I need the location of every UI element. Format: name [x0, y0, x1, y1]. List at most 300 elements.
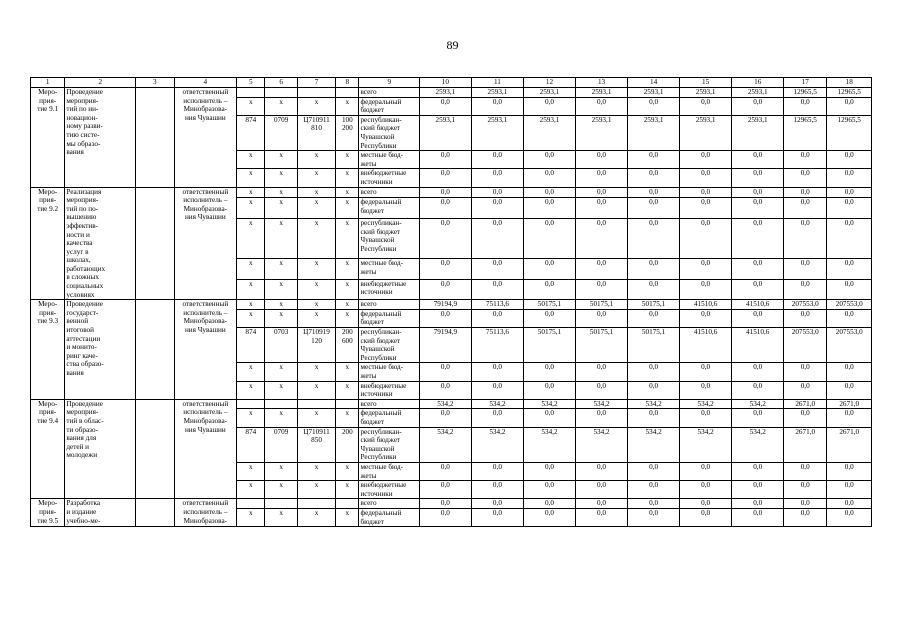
- amount-cell: 207553,0: [783, 328, 826, 363]
- amount-cell: 0,0: [628, 409, 680, 427]
- amount-cell: 0,0: [524, 481, 576, 499]
- event-code: Меро- прия- тие 9.4: [31, 399, 65, 499]
- amount-cell: 0,0: [679, 381, 732, 399]
- empty-cell: [136, 300, 174, 400]
- amount-cell: 0,0: [732, 169, 784, 187]
- amount-cell: 0,0: [628, 198, 680, 219]
- classification-code: x: [265, 481, 297, 499]
- amount-cell: 0,0: [628, 309, 680, 327]
- amount-cell: 0,0: [679, 409, 732, 427]
- classification-code: x: [336, 363, 359, 381]
- amount-cell: 0,0: [420, 151, 472, 169]
- classification-code: x: [336, 481, 359, 499]
- classification-code: x: [336, 409, 359, 427]
- empty-cell: [136, 88, 174, 188]
- column-number: 12: [524, 78, 576, 88]
- classification-code: [336, 499, 359, 509]
- amount-cell: 0,0: [420, 218, 472, 258]
- amount-cell: 0,0: [783, 218, 826, 258]
- amount-cell: 0,0: [783, 363, 826, 381]
- amount-cell: 534,2: [471, 399, 524, 409]
- column-number: 9: [359, 78, 420, 88]
- amount-cell: 2671,0: [783, 427, 826, 462]
- amount-cell: 0,0: [783, 279, 826, 300]
- amount-cell: 0,0: [524, 151, 576, 169]
- classification-code: x: [336, 259, 359, 280]
- amount-cell: 0,0: [628, 218, 680, 258]
- amount-cell: 79194,9: [420, 328, 472, 363]
- amount-cell: 0,0: [783, 481, 826, 499]
- amount-cell: 534,2: [679, 427, 732, 462]
- amount-cell: 534,2: [628, 399, 680, 409]
- classification-code: x: [265, 462, 297, 480]
- classification-code: x: [237, 279, 265, 300]
- amount-cell: 0,0: [524, 409, 576, 427]
- amount-cell: 41510,6: [679, 300, 732, 310]
- column-number: 10: [420, 78, 472, 88]
- amount-cell: 0,0: [827, 151, 872, 169]
- funding-source: местные бюд- жеты: [359, 462, 420, 480]
- amount-cell: 0,0: [524, 381, 576, 399]
- amount-cell: 0,0: [575, 481, 628, 499]
- amount-cell: 0,0: [679, 259, 732, 280]
- classification-code: x: [297, 363, 335, 381]
- funding-source: местные бюд- жеты: [359, 363, 420, 381]
- amount-cell: 0,0: [420, 481, 472, 499]
- event-name: Проведение государст- венной итоговой аттестации и монито- ринг каче- ства образо- вания: [65, 300, 136, 400]
- funding-source: федеральный бюджет: [359, 508, 420, 526]
- classification-code: x: [265, 279, 297, 300]
- classification-code: x: [265, 363, 297, 381]
- classification-code: x: [265, 151, 297, 169]
- amount-cell: 0,0: [783, 309, 826, 327]
- classification-code: x: [336, 218, 359, 258]
- amount-cell: 0,0: [471, 187, 524, 198]
- amount-cell: 0,0: [628, 363, 680, 381]
- classification-code: x: [265, 169, 297, 187]
- amount-cell: 0,0: [827, 363, 872, 381]
- amount-cell: 0,0: [628, 279, 680, 300]
- amount-cell: 0,0: [679, 462, 732, 480]
- amount-cell: 0,0: [628, 462, 680, 480]
- amount-cell: 0,0: [524, 218, 576, 258]
- classification-code: x: [265, 218, 297, 258]
- amount-cell: 0,0: [471, 381, 524, 399]
- funding-source: внебюджетные источники: [359, 279, 420, 300]
- amount-cell: 2593,1: [420, 115, 472, 150]
- amount-cell: 0,0: [471, 309, 524, 327]
- amount-cell: 0,0: [471, 508, 524, 526]
- amount-cell: 0,0: [732, 151, 784, 169]
- classification-code: x: [237, 151, 265, 169]
- amount-cell: 0,0: [827, 279, 872, 300]
- amount-cell: 0,0: [827, 97, 872, 115]
- amount-cell: 534,2: [628, 427, 680, 462]
- classification-code: x: [297, 481, 335, 499]
- classification-code: [237, 88, 265, 98]
- classification-code: x: [265, 97, 297, 115]
- amount-cell: 0,0: [471, 462, 524, 480]
- classification-code: x: [297, 97, 335, 115]
- amount-cell: 0,0: [420, 381, 472, 399]
- amount-cell: 0,0: [783, 169, 826, 187]
- classification-code: x: [336, 198, 359, 219]
- amount-cell: 0,0: [827, 259, 872, 280]
- column-number: 6: [265, 78, 297, 88]
- funding-source: всего: [359, 300, 420, 310]
- amount-cell: 2671,0: [827, 427, 872, 462]
- classification-code: 100 200: [336, 115, 359, 150]
- classification-code: x: [297, 151, 335, 169]
- amount-cell: 0,0: [575, 381, 628, 399]
- amount-cell: 0,0: [575, 499, 628, 509]
- classification-code: x: [237, 462, 265, 480]
- funding-source: федеральный бюджет: [359, 309, 420, 327]
- classification-code: 874: [237, 115, 265, 150]
- amount-cell: 79194,9: [420, 300, 472, 310]
- amount-cell: 0,0: [783, 508, 826, 526]
- classification-code: x: [237, 409, 265, 427]
- amount-cell: 0,0: [575, 279, 628, 300]
- amount-cell: 2671,0: [827, 399, 872, 409]
- column-number: 16: [732, 78, 784, 88]
- amount-cell: 2593,1: [732, 115, 784, 150]
- amount-cell: 0,0: [575, 508, 628, 526]
- amount-cell: 0,0: [524, 97, 576, 115]
- funding-table: [30, 77, 872, 527]
- amount-cell: 0,0: [628, 381, 680, 399]
- table-row: [31, 88, 872, 98]
- event-code: Меро- прия- тие 9.1: [31, 88, 65, 188]
- amount-cell: 12965,5: [783, 88, 826, 98]
- amount-cell: 0,0: [420, 462, 472, 480]
- classification-code: x: [237, 309, 265, 327]
- amount-cell: 534,2: [575, 427, 628, 462]
- amount-cell: 0,0: [827, 169, 872, 187]
- amount-cell: 0,0: [524, 198, 576, 219]
- amount-cell: 0,0: [471, 279, 524, 300]
- amount-cell: 534,2: [471, 427, 524, 462]
- classification-code: [297, 499, 335, 509]
- amount-cell: 0,0: [827, 187, 872, 198]
- event-name: Разработка и издание учебно-ме-: [65, 499, 136, 527]
- amount-cell: 0,0: [628, 481, 680, 499]
- classification-code: [297, 399, 335, 409]
- column-number: 18: [827, 78, 872, 88]
- classification-code: 874: [237, 328, 265, 363]
- amount-cell: 0,0: [732, 508, 784, 526]
- classification-code: x: [336, 279, 359, 300]
- amount-cell: 0,0: [524, 259, 576, 280]
- responsible-executor: ответственный исполнитель – Минобразова- ния Чувашии: [174, 187, 237, 300]
- amount-cell: 207553,0: [827, 328, 872, 363]
- amount-cell: 0,0: [827, 508, 872, 526]
- amount-cell: 41510,6: [679, 328, 732, 363]
- amount-cell: 534,2: [524, 399, 576, 409]
- amount-cell: 0,0: [732, 218, 784, 258]
- funding-source: республикан- ский бюджет Чувашской Республики: [359, 115, 420, 150]
- amount-cell: 0,0: [679, 481, 732, 499]
- amount-cell: 0,0: [732, 187, 784, 198]
- classification-code: [336, 88, 359, 98]
- amount-cell: 0,0: [420, 363, 472, 381]
- classification-code: x: [297, 169, 335, 187]
- column-number: 14: [628, 78, 680, 88]
- column-number: 3: [136, 78, 174, 88]
- classification-code: x: [237, 481, 265, 499]
- amount-cell: 0,0: [524, 462, 576, 480]
- amount-cell: 0,0: [732, 259, 784, 280]
- amount-cell: 0,0: [732, 499, 784, 509]
- amount-cell: 0,0: [575, 169, 628, 187]
- amount-cell: 0,0: [827, 409, 872, 427]
- classification-code: [265, 88, 297, 98]
- amount-cell: 0,0: [575, 97, 628, 115]
- classification-code: x: [265, 187, 297, 198]
- classification-code: x: [297, 218, 335, 258]
- classification-code: x: [336, 151, 359, 169]
- funding-source: всего: [359, 399, 420, 409]
- page-number: 89: [446, 38, 459, 52]
- amount-cell: 0,0: [471, 259, 524, 280]
- amount-cell: 0,0: [420, 97, 472, 115]
- classification-code: x: [237, 300, 265, 310]
- amount-cell: 0,0: [471, 151, 524, 169]
- classification-code: x: [297, 508, 335, 526]
- amount-cell: 50175,1: [628, 328, 680, 363]
- amount-cell: 75113,6: [471, 328, 524, 363]
- amount-cell: 0,0: [575, 409, 628, 427]
- responsible-executor: ответственный исполнитель – Минобразова- ния Чувашии: [174, 399, 237, 499]
- table-row: [31, 499, 872, 509]
- amount-cell: 0,0: [628, 97, 680, 115]
- classification-code: x: [297, 462, 335, 480]
- amount-cell: 0,0: [471, 409, 524, 427]
- amount-cell: 0,0: [420, 187, 472, 198]
- classification-code: x: [336, 381, 359, 399]
- classification-code: x: [336, 508, 359, 526]
- funding-source: федеральный бюджет: [359, 198, 420, 219]
- amount-cell: 0,0: [471, 363, 524, 381]
- classification-code: x: [297, 309, 335, 327]
- classification-code: x: [265, 259, 297, 280]
- amount-cell: 0,0: [679, 169, 732, 187]
- classification-code: x: [237, 97, 265, 115]
- amount-cell: 534,2: [732, 427, 784, 462]
- amount-cell: 2593,1: [628, 115, 680, 150]
- column-number: 11: [471, 78, 524, 88]
- amount-cell: 0,0: [679, 198, 732, 219]
- amount-cell: 0,0: [783, 151, 826, 169]
- empty-cell: [136, 187, 174, 300]
- amount-cell: 2593,1: [471, 115, 524, 150]
- amount-cell: 2593,1: [471, 88, 524, 98]
- amount-cell: 0,0: [827, 198, 872, 219]
- amount-cell: 0,0: [524, 309, 576, 327]
- amount-cell: 2593,1: [524, 88, 576, 98]
- column-number: 4: [174, 78, 237, 88]
- amount-cell: 0,0: [827, 481, 872, 499]
- classification-code: x: [297, 409, 335, 427]
- amount-cell: 0,0: [471, 97, 524, 115]
- amount-cell: 0,0: [420, 508, 472, 526]
- amount-cell: 0,0: [420, 279, 472, 300]
- amount-cell: 0,0: [628, 499, 680, 509]
- amount-cell: 2593,1: [679, 88, 732, 98]
- amount-cell: 41510,6: [732, 300, 784, 310]
- amount-cell: 0,0: [575, 462, 628, 480]
- amount-cell: 534,2: [524, 427, 576, 462]
- classification-code: x: [336, 300, 359, 310]
- classification-code: x: [336, 309, 359, 327]
- amount-cell: 2593,1: [628, 88, 680, 98]
- classification-code: x: [265, 300, 297, 310]
- funding-source: внебюджетные источники: [359, 381, 420, 399]
- classification-code: x: [237, 508, 265, 526]
- event-code: Меро- прия- тие 9.3: [31, 300, 65, 400]
- amount-cell: 0,0: [628, 169, 680, 187]
- amount-cell: 2593,1: [420, 88, 472, 98]
- funding-source: всего: [359, 88, 420, 98]
- classification-code: x: [265, 309, 297, 327]
- column-number: 15: [679, 78, 732, 88]
- classification-code: x: [237, 381, 265, 399]
- amount-cell: 0,0: [471, 218, 524, 258]
- amount-cell: 2593,1: [575, 115, 628, 150]
- amount-cell: 0,0: [783, 499, 826, 509]
- amount-cell: 0,0: [732, 462, 784, 480]
- event-code: Меро- прия- тие 9.5: [31, 499, 65, 527]
- amount-cell: 0,0: [628, 508, 680, 526]
- amount-cell: 0,0: [524, 499, 576, 509]
- classification-code: x: [297, 381, 335, 399]
- classification-code: [336, 399, 359, 409]
- classification-code: x: [237, 198, 265, 219]
- amount-cell: 207553,0: [783, 300, 826, 310]
- amount-cell: 0,0: [420, 169, 472, 187]
- amount-cell: 0,0: [575, 259, 628, 280]
- amount-cell: 0,0: [679, 363, 732, 381]
- funding-source: внебюджетные источники: [359, 481, 420, 499]
- amount-cell: 0,0: [783, 198, 826, 219]
- amount-cell: 0,0: [420, 198, 472, 219]
- column-number: 13: [575, 78, 628, 88]
- amount-cell: 0,0: [524, 363, 576, 381]
- classification-code: x: [336, 462, 359, 480]
- amount-cell: 2593,1: [679, 115, 732, 150]
- classification-code: Ц710911 850: [297, 427, 335, 462]
- classification-code: x: [237, 218, 265, 258]
- amount-cell: 0,0: [420, 409, 472, 427]
- classification-code: 0709: [265, 115, 297, 150]
- amount-cell: 0,0: [679, 97, 732, 115]
- amount-cell: 0,0: [679, 499, 732, 509]
- amount-cell: 534,2: [679, 399, 732, 409]
- responsible-executor: ответственный исполнитель – Минобразова-: [174, 499, 237, 527]
- amount-cell: 0,0: [575, 218, 628, 258]
- classification-code: x: [336, 187, 359, 198]
- classification-code: 0709: [265, 427, 297, 462]
- classification-code: x: [297, 198, 335, 219]
- amount-cell: 0,0: [628, 259, 680, 280]
- column-number: 5: [237, 78, 265, 88]
- column-number: 7: [297, 78, 335, 88]
- column-number: 1: [31, 78, 65, 88]
- amount-cell: 207553,0: [827, 300, 872, 310]
- responsible-executor: ответственный исполнитель – Минобразова- ния Чувашии: [174, 300, 237, 400]
- amount-cell: 0,0: [679, 151, 732, 169]
- amount-cell: 0,0: [420, 259, 472, 280]
- amount-cell: 0,0: [732, 381, 784, 399]
- column-number: 2: [65, 78, 136, 88]
- amount-cell: 12965,5: [827, 88, 872, 98]
- amount-cell: 0,0: [575, 187, 628, 198]
- funding-source: местные бюд- жеты: [359, 151, 420, 169]
- amount-cell: 0,0: [524, 508, 576, 526]
- amount-cell: 0,0: [524, 279, 576, 300]
- amount-cell: 0,0: [420, 499, 472, 509]
- amount-cell: 0,0: [679, 279, 732, 300]
- classification-code: x: [265, 381, 297, 399]
- funding-source: внебюджетные источники: [359, 169, 420, 187]
- column-number: 8: [336, 78, 359, 88]
- amount-cell: 0,0: [783, 187, 826, 198]
- classification-code: x: [265, 198, 297, 219]
- amount-cell: 0,0: [732, 363, 784, 381]
- classification-code: [237, 499, 265, 509]
- classification-code: x: [297, 279, 335, 300]
- amount-cell: 0,0: [471, 481, 524, 499]
- amount-cell: 0,0: [679, 508, 732, 526]
- table-row: [31, 300, 872, 310]
- amount-cell: 0,0: [732, 481, 784, 499]
- empty-cell: [136, 499, 174, 527]
- table-row: [31, 399, 872, 409]
- funding-source: республикан- ский бюджет Чувашской Республики: [359, 328, 420, 363]
- amount-cell: 534,2: [732, 399, 784, 409]
- amount-cell: 0,0: [679, 309, 732, 327]
- classification-code: [237, 399, 265, 409]
- amount-cell: 0,0: [471, 499, 524, 509]
- classification-code: [265, 499, 297, 509]
- amount-cell: 0,0: [471, 198, 524, 219]
- event-name: Проведение мероприя- тий по ин- новацион- ному разви- тию систе- мы образо- вания: [65, 88, 136, 188]
- funding-source: всего: [359, 499, 420, 509]
- amount-cell: 534,2: [420, 399, 472, 409]
- amount-cell: 75113,6: [471, 300, 524, 310]
- amount-cell: 0,0: [628, 187, 680, 198]
- classification-code: x: [265, 409, 297, 427]
- classification-code: x: [265, 508, 297, 526]
- amount-cell: 0,0: [783, 462, 826, 480]
- classification-code: x: [237, 363, 265, 381]
- funding-source: федеральный бюджет: [359, 97, 420, 115]
- table-row: [31, 187, 872, 198]
- amount-cell: 12965,5: [783, 115, 826, 150]
- funding-source: всего: [359, 187, 420, 198]
- amount-cell: 0,0: [732, 198, 784, 219]
- amount-cell: 0,0: [471, 169, 524, 187]
- amount-cell: 50175,1: [628, 300, 680, 310]
- classification-code: x: [297, 300, 335, 310]
- amount-cell: 534,2: [575, 399, 628, 409]
- amount-cell: 0,0: [575, 363, 628, 381]
- amount-cell: 0,0: [783, 381, 826, 399]
- column-number-row: [31, 78, 872, 88]
- amount-cell: 0,0: [783, 259, 826, 280]
- amount-cell: 0,0: [575, 151, 628, 169]
- amount-cell: 0,0: [524, 187, 576, 198]
